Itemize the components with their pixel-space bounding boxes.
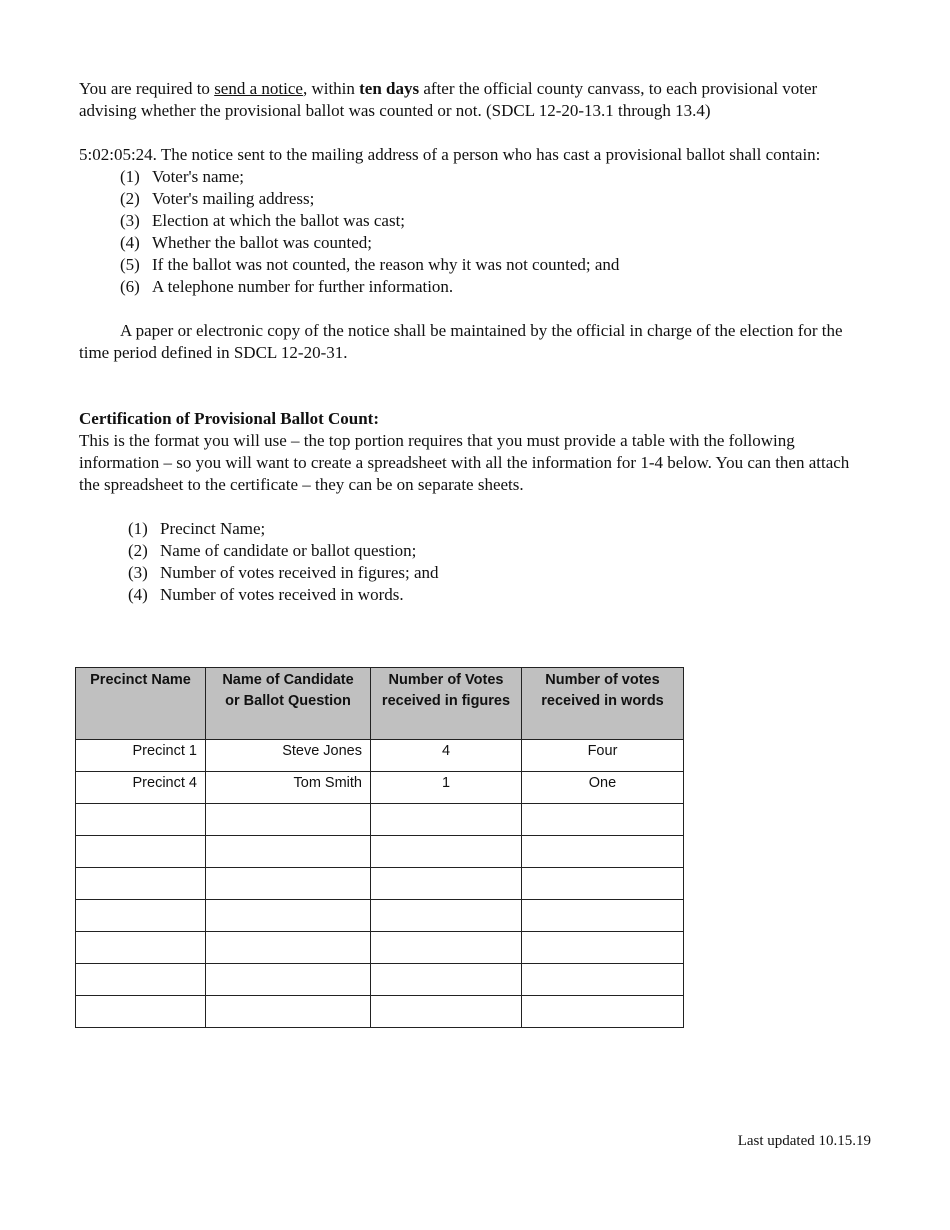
candidate-cell xyxy=(206,964,371,996)
precinct-cell xyxy=(76,964,206,996)
provisional-count-table xyxy=(75,667,684,1028)
rule-list xyxy=(79,166,859,298)
precinct-cell: Precinct 1 xyxy=(76,740,206,772)
votes-words-cell xyxy=(522,868,684,900)
candidate-cell: Tom Smith xyxy=(206,772,371,804)
header-votes-words: Number of votes received in words xyxy=(522,668,684,740)
votes-figures-cell: 1 xyxy=(371,772,522,804)
table-row xyxy=(76,868,684,900)
table-row xyxy=(76,740,684,772)
intro-text-2: , within xyxy=(302,79,360,98)
candidate-cell xyxy=(206,932,371,964)
list-item-text: Number of votes received in words. xyxy=(160,585,404,604)
list-item-number: (4) xyxy=(120,233,140,252)
list-item-number: (3) xyxy=(120,211,140,230)
info-list xyxy=(79,518,859,606)
list-item-text: Election at which the ballot was cast; xyxy=(152,211,406,230)
list-item-text: Voter's name; xyxy=(152,167,244,186)
certification-paragraph: This is the format you will use – the top portion requires that you must provide a table with the following information – so you will want to create a spreadsheet with all the information for 1-4 below. You can then attach the spreadsheet to the certificate – they can be on separate sheets. xyxy=(79,431,850,494)
precinct-cell xyxy=(76,836,206,868)
list-item xyxy=(128,562,859,584)
intro-text-3: after the official county canvass, to each provisional voter advising whether the provisional ballot was counted or not. (SDCL 12-20-13.1 through 13.4) xyxy=(79,79,818,120)
precinct-cell xyxy=(76,804,206,836)
list-item-text: Number of votes received in figures; and xyxy=(160,563,439,582)
table-row xyxy=(76,996,684,1028)
list-item-number: (6) xyxy=(120,277,140,296)
intro-text-1: You are required to xyxy=(79,79,215,98)
list-item-text: If the ballot was not counted, the reason why it was not counted; and xyxy=(152,255,620,274)
table-row xyxy=(76,836,684,868)
intro-paragraph xyxy=(79,78,859,122)
table-row xyxy=(76,804,684,836)
list-item-number: (2) xyxy=(128,541,148,560)
list-item-number: (1) xyxy=(120,167,140,186)
table-row xyxy=(76,772,684,804)
votes-figures-cell xyxy=(371,996,522,1028)
list-item-text: A telephone number for further information. xyxy=(152,277,454,296)
list-item-text: Precinct Name; xyxy=(160,519,266,538)
list-item-text: Whether the ballot was counted; xyxy=(152,233,372,252)
votes-words-cell xyxy=(522,900,684,932)
intro-underlined-text: send a notice xyxy=(214,79,303,98)
intro-bold-text: ten days xyxy=(359,79,420,98)
list-item-number: (2) xyxy=(120,189,140,208)
candidate-cell xyxy=(206,868,371,900)
votes-words-cell xyxy=(522,964,684,996)
list-item xyxy=(120,210,859,232)
precinct-cell xyxy=(76,868,206,900)
list-item-text: Voter's mailing address; xyxy=(152,189,315,208)
table-row xyxy=(76,900,684,932)
certification-heading: Certification of Provisional Ballot Count: xyxy=(79,409,379,428)
list-item xyxy=(120,276,859,298)
header-candidate-name: Name of Candidate or Ballot Question xyxy=(206,668,371,740)
precinct-cell xyxy=(76,996,206,1028)
rule-paragraph: 5:02:05:24. The notice sent to the mailing address of a person who has cast a provisional ballot shall contain: xyxy=(79,145,821,164)
candidate-cell xyxy=(206,900,371,932)
precinct-cell xyxy=(76,932,206,964)
precinct-cell: Precinct 4 xyxy=(76,772,206,804)
candidate-cell xyxy=(206,836,371,868)
header-votes-figures: Number of Votes received in figures xyxy=(371,668,522,740)
list-item xyxy=(128,584,859,606)
list-item-number: (4) xyxy=(128,585,148,604)
votes-figures-cell xyxy=(371,836,522,868)
votes-words-cell xyxy=(522,836,684,868)
candidate-cell xyxy=(206,996,371,1028)
list-item xyxy=(120,166,859,188)
votes-words-cell xyxy=(522,932,684,964)
list-item xyxy=(120,232,859,254)
header-precinct-name: Precinct Name xyxy=(76,668,206,740)
table-header-row xyxy=(76,668,684,740)
votes-words-cell xyxy=(522,804,684,836)
list-item-number: (5) xyxy=(120,255,140,274)
copy-paragraph: A paper or electronic copy of the notice shall be maintained by the official in charge of the election for the time period defined in SDCL 12-20-31. xyxy=(79,321,843,362)
list-item-number: (3) xyxy=(128,563,148,582)
candidate-cell: Steve Jones xyxy=(206,740,371,772)
votes-figures-cell: 4 xyxy=(371,740,522,772)
list-item xyxy=(128,518,859,540)
list-item xyxy=(120,254,859,276)
votes-figures-cell xyxy=(371,900,522,932)
list-item xyxy=(128,540,859,562)
document-page xyxy=(79,78,859,606)
list-item-text: Name of candidate or ballot question; xyxy=(160,541,417,560)
last-updated-note: Last updated 10.15.19 xyxy=(737,1133,871,1149)
votes-figures-cell xyxy=(371,964,522,996)
votes-figures-cell xyxy=(371,868,522,900)
candidate-cell xyxy=(206,804,371,836)
votes-figures-cell xyxy=(371,932,522,964)
precinct-cell xyxy=(76,900,206,932)
table-row xyxy=(76,932,684,964)
votes-words-cell: Four xyxy=(522,740,684,772)
list-item xyxy=(120,188,859,210)
votes-words-cell xyxy=(522,996,684,1028)
votes-words-cell: One xyxy=(522,772,684,804)
list-item-number: (1) xyxy=(128,519,148,538)
votes-figures-cell xyxy=(371,804,522,836)
table-row xyxy=(76,964,684,996)
